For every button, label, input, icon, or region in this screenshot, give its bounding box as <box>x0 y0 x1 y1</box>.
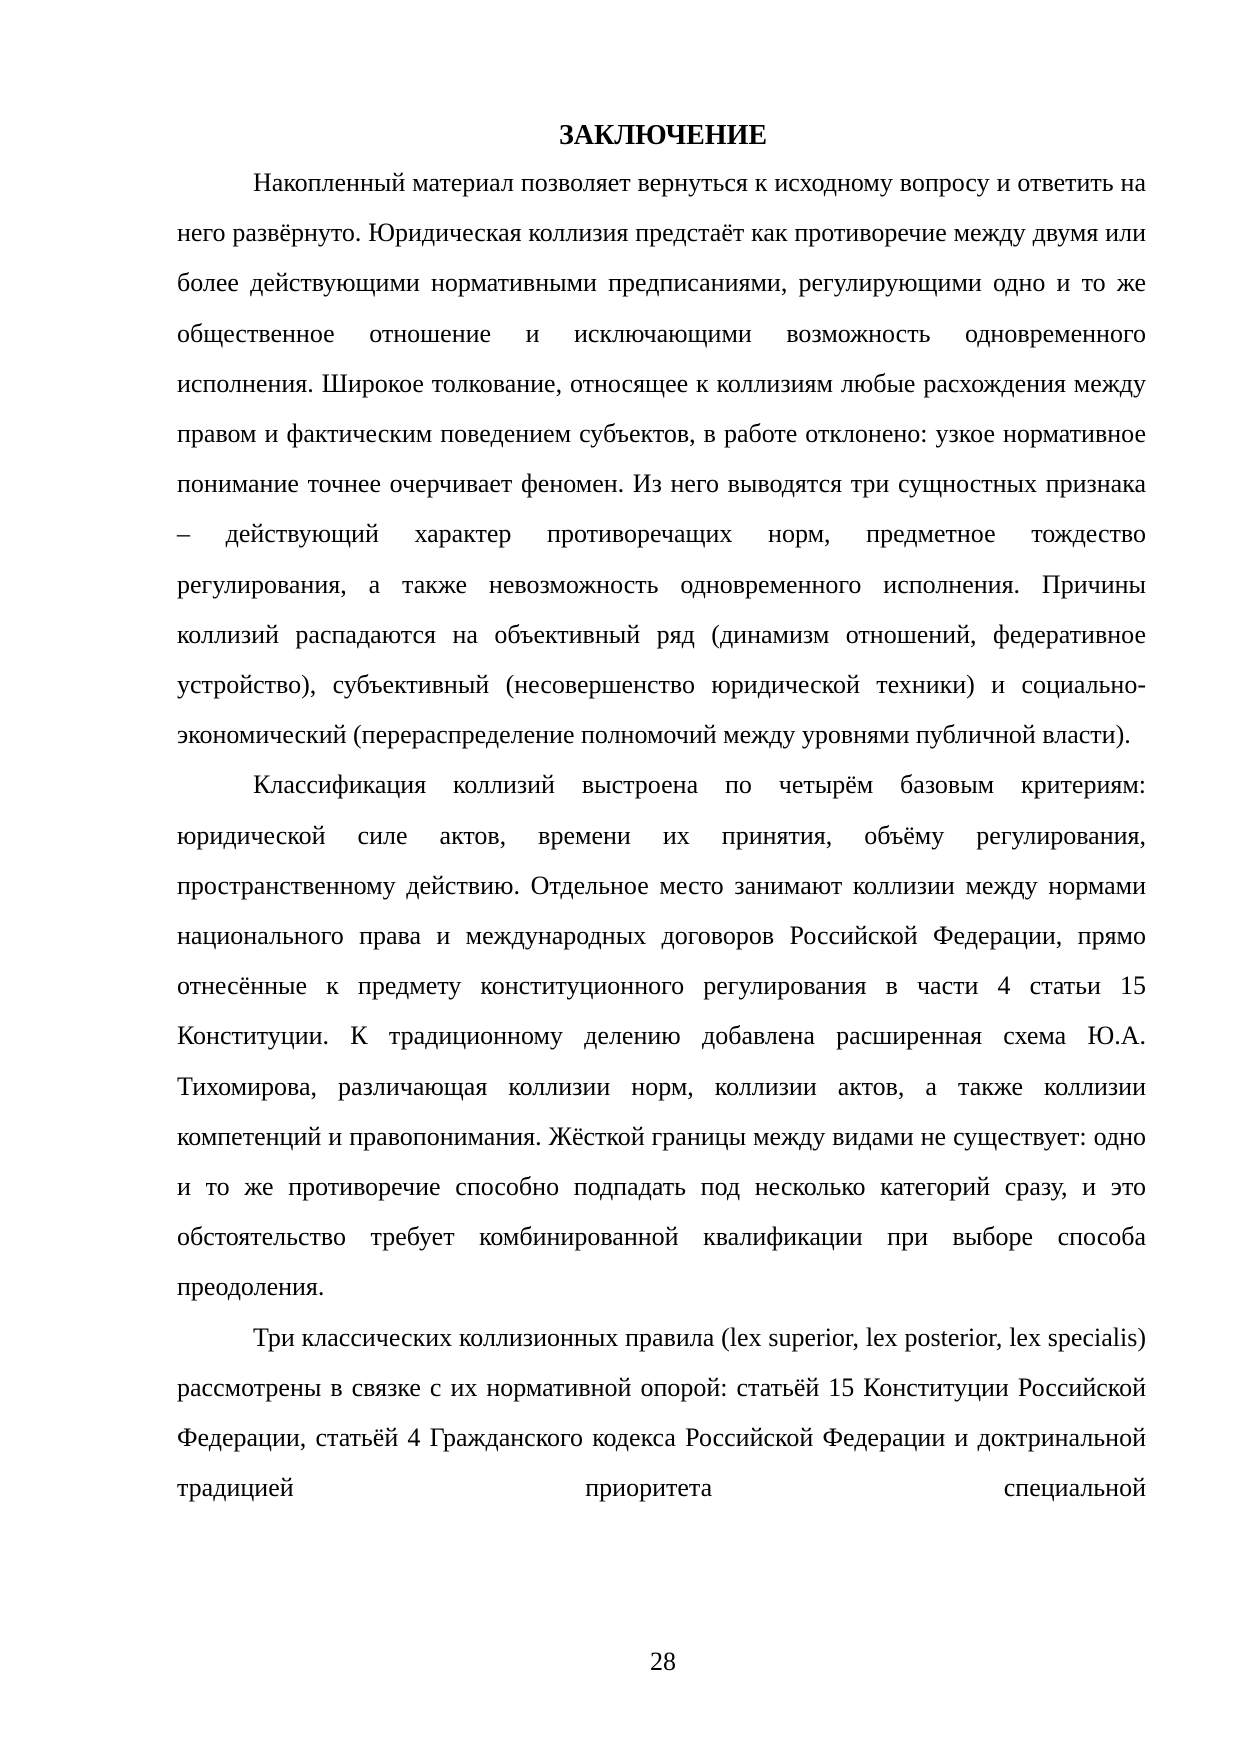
body-text <box>177 158 1146 1513</box>
page-number: 28 <box>650 1647 676 1676</box>
paragraph-1: Накопленный материал позволяет вернуться к исходному вопросу и ответить на него развёрнуто. Юридическая коллизия предстаёт как противоречие между двумя или более действующими нормативными предписаниями, регулирующими одно и то же общественное отношение и исключающими возможность одновременного исполнения. Широкое толкование, относящее к коллизиям любые расхождения между правом и фактическим поведением субъектов, в работе отклонено: узкое нормативное понимание точнее очерчивает феномен. Из него выводятся три сущностных признака – действующий характер противоречащих норм, предметное тождество регулирования, а также невозможность одновременного исполнения. Причины коллизий распадаются на объективный ряд (динамизм отношений, федеративное устройство), субъективный (несовершенство юридической техники) и социально-экономический (перераспределение полномочий между уровнями публичной власти). <box>177 168 1146 750</box>
paragraph-2: Классификация коллизий выстроена по четырём базовым критериям: юридической силе актов, времени их принятия, объёму регулирования, пространственному действию. Отдельное место занимают коллизии между нормами национального права и международных договоров Российской Федерации, прямо отнесённые к предмету конституционного регулирования в части 4 статьи 15 Конституции. К традиционному делению добавлена расширенная схема Ю.А. Тихомирова, различающая коллизии норм, коллизии актов, а также коллизии компетенций и правопонимания. Жёсткой границы между видами не существует: одно и то же противоречие способно подпадать под несколько категорий сразу, и это обстоятельство требует комбинированной квалификации при выборе способа преодоления. <box>177 770 1146 1302</box>
page-title: ЗАКЛЮЧЕНИЕ <box>558 120 768 151</box>
paragraph-3: Три классических коллизионных правила (lex superior, lex posterior, lex specialis) рассмотрены в связке с их нормативной опорой: статьёй 15 Конституции Российской Федерации, статьёй 4 Гражданского кодекса Российской Федерации и доктринальной традицией приоритета специальной <box>177 1322 1146 1503</box>
